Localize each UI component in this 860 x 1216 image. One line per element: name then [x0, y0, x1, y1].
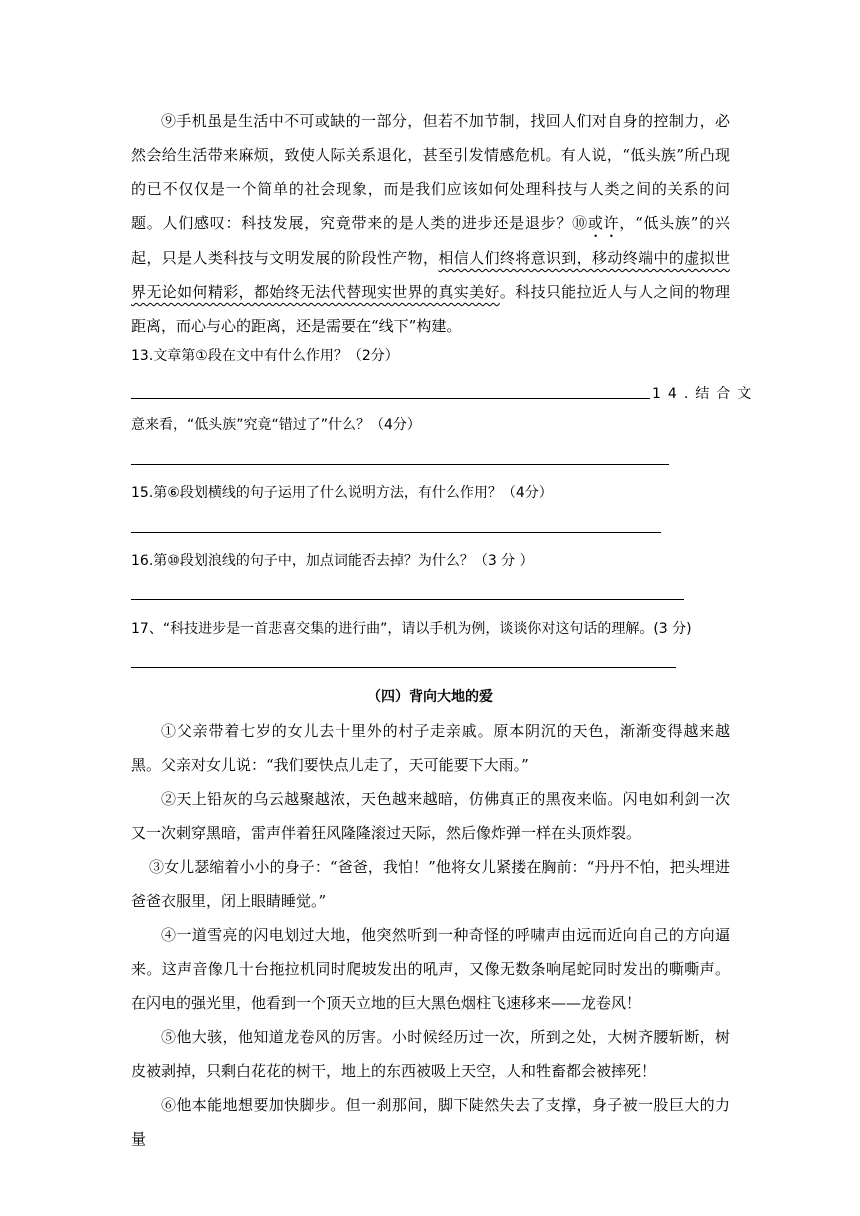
dotted-word: 或许: [587, 214, 620, 232]
paragraph-2: ②天上铅灰的乌云越聚越浓，天色越来越暗，仿佛真正的黑夜来临。闪电如利剑一次又一次刺穿黑暗，雷声伴着狂风隆隆滚过天际，然后像炸弹一样在头顶炸裂。: [131, 790, 730, 842]
answer-line-15[interactable]: [131, 532, 661, 533]
answer-line-14[interactable]: [131, 464, 669, 465]
question-14: 意来看，“低头族”究竟“错过了”什么？（4分）: [131, 417, 421, 433]
question-16: 16.第⑩段划浪线的句子中，加点词能否去掉？为什么？（3 分 ）: [131, 553, 534, 569]
paragraph-1: ①父亲带着七岁的女儿去十里外的村子走亲戚。原本阴沉的天色，渐渐变得越来越黑。父亲对女儿说：“我们要快点儿走了，天可能要下大雨。”: [131, 722, 730, 774]
wavy-underlined-sentence: 相信人们终将意识到，移动终端中的虚拟世界无论如何精彩，都始终无法代替现实世界的真实美好: [131, 249, 730, 301]
paragraph-4: ④一道雪亮的闪电划过大地，他突然听到一种奇怪的呼啸声由远而近向自己的方向逼来。这声音像几十台拖拉机同时爬坡发出的吼声，又像无数条响尾蛇同时发出的嘶嘶声。在闪电的强光里，他看到一个顶天立地的巨大黑色烟柱飞速移来——龙卷风！: [131, 926, 730, 1012]
para9-text-a: ⑨手机虽是生活中不可或缺的一部分，但若不加节制，找回人们对自身的控制力，必然会给生活带来麻烦，致使人际关系退化，甚至引发情感危机。有人说，“低头族”所凸现的已不仅仅是一个简单的社会现象，而是我们应该如何处理科技与人类之间的关系的问题。人们感叹：科技发展，究竟带来的是人类的进步还是退步？⑩: [131, 112, 730, 232]
paragraph-9: [131, 104, 730, 343]
paragraph-6: ⑥他本能地想要加快脚步。但一刹那间，脚下陡然失去了支撑，身子被一股巨大的力量: [131, 1096, 730, 1148]
answer-line-13[interactable]: [131, 398, 650, 399]
question-15: 15.第⑥段划横线的句子运用了什么说明方法，有什么作用？（4分）: [131, 485, 553, 501]
paragraph-5: ⑤他大骇，他知道龙卷风的厉害。小时候经历过一次，所到之处，大树齐腰斩断，树皮被剥掉，只剩白花花的树干，地上的东西被吸上天空，人和牲畜都会被摔死！: [131, 1028, 730, 1080]
question-14-head: 14.结合文: [652, 386, 759, 402]
question-13: 13.文章第①段在文中有什么作用？（2分）: [131, 348, 399, 364]
answer-line-16[interactable]: [131, 599, 684, 600]
paragraph-3: ③女儿瑟缩着小小的身子：“爸爸，我怕！”他将女儿紧搂在胸前：“丹丹不怕，把头埋进爸爸衣服里，闭上眼睛睡觉。”: [131, 858, 730, 910]
question-17: 17、“科技进步是一首悲喜交集的进行曲”，请以手机为例，谈谈你对这句话的理解。(3 分): [131, 621, 692, 637]
para9-text-b: ，“低头族”的兴起，只是人类科技与文明发展的阶段性产物，: [131, 214, 730, 267]
section-title: （四）背向大地的爱: [367, 689, 493, 705]
answer-line-17[interactable]: [131, 667, 676, 668]
para9-text-c: 。科技只能拉近人与人之间的物理距离，而心与心的距离，还是需要在“线下”构建。: [131, 283, 730, 335]
